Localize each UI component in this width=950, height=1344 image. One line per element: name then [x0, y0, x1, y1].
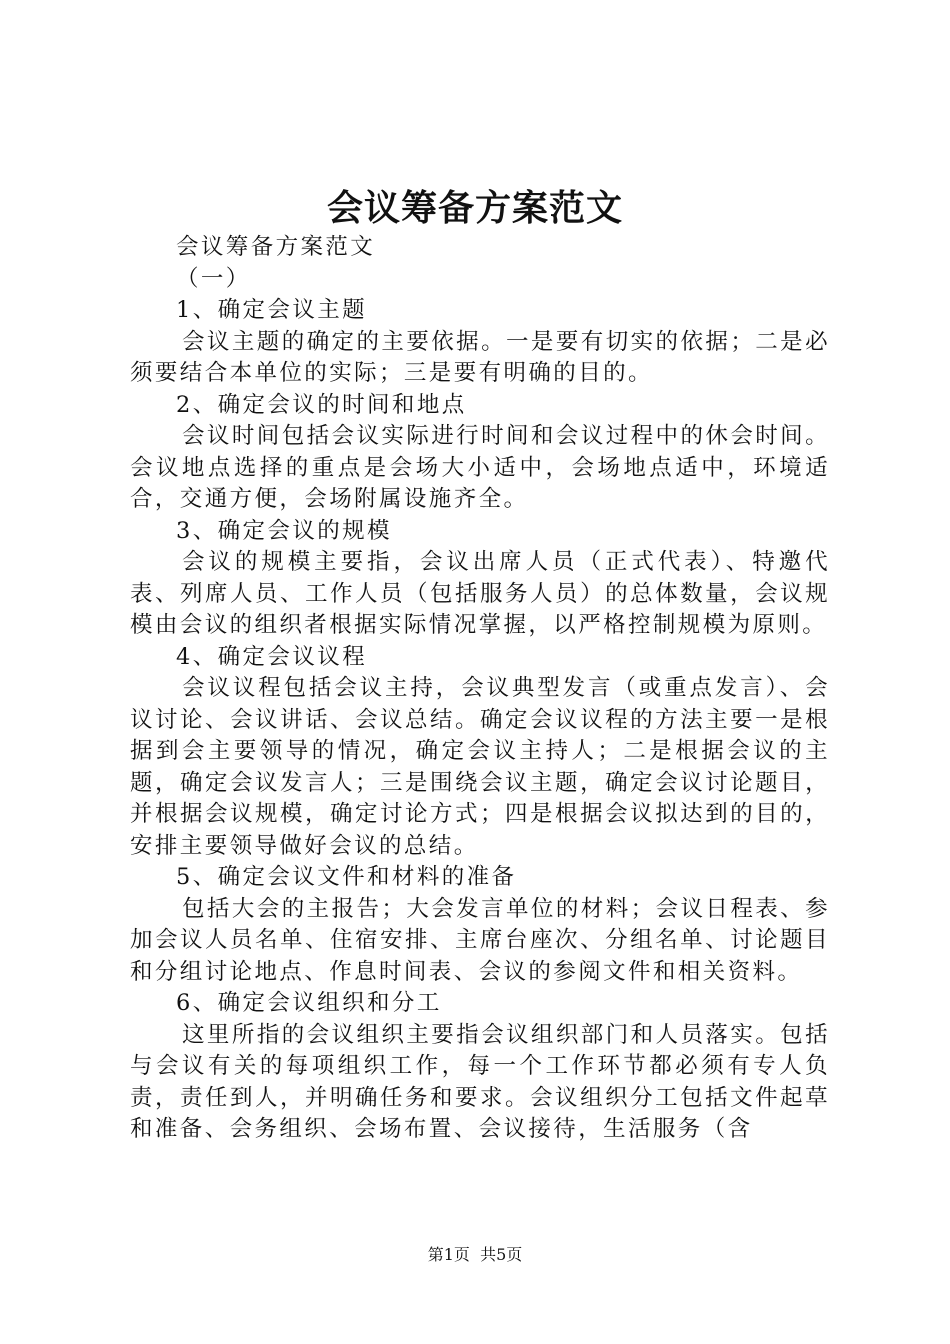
section-body-3: 会议的规模主要指，会议出席人员（正式代表）、特邀代表、列席人员、工作人员（包括服务人员）的总体数量，会议规模由会议的组织者根据实际情况掌握，以严格控制规模为原则。	[130, 549, 830, 638]
page-number: 第1页 共5页	[427, 1245, 523, 1264]
section-heading-6: 6、确定会议组织和分工	[176, 990, 442, 1016]
paragraph-heading: （一）	[176, 265, 251, 292]
section-body-6: 这里所指的会议组织主要指会议组织部门和人员落实。包括与会议有关的每项组织工作，每一个工作环节都必须有专人负责，责任到人，并明确任务和要求。会议组织分工包括文件起草和准备、会务组织、会场布置、会议接待，生活服务（含	[130, 1021, 830, 1142]
document-title: 会议筹备方案范文	[326, 187, 623, 229]
section-body-4: 会议议程包括会议主持，会议典型发言（或重点发言）、会议讨论、会议讲话、会议总结。确定会议议程的方法主要一是根据到会主要领导的情况，确定会议主持人；二是根据会议的主题，确定会议发言人；三是围绕会议主题，确定会议讨论题目，并根据会议规模，确定讨论方式；四是根据会议拟达到的目的，安排主要领导做好会议的总结。	[130, 675, 830, 859]
page-footer	[0, 1244, 950, 1266]
paragraph-heading: 会议筹备方案范文	[176, 234, 376, 260]
section-heading-5: 5、确定会议文件和材料的准备	[176, 864, 517, 890]
section-heading-3: 3、确定会议的规模	[176, 517, 392, 544]
section-body-5: 包括大会的主报告；大会发言单位的材料；会议日程表、参加会议人员名单、住宿安排、主席台座次、分组名单、讨论题目和分组讨论地点、作息时间表、会议的参阅文件和相关资料。	[130, 895, 830, 985]
section-heading-2: 2、确定会议的时间和地点	[176, 391, 467, 418]
section-body-1: 会议主题的确定的主要依据。一是要有切实的依据；二是必须要结合本单位的实际；三是要有明确的目的。	[130, 328, 830, 386]
section-body-2: 会议时间包括会议实际进行时间和会议过程中的休会时间。会议地点选择的重点是会场大小适中，会场地点适中，环境适合，交通方便，会场附属设施齐全。	[130, 423, 830, 512]
section-heading-1: 1、确定会议主题	[176, 297, 368, 323]
document-body	[130, 232, 830, 1146]
section-heading-4: 4、确定会议议程	[176, 643, 368, 670]
